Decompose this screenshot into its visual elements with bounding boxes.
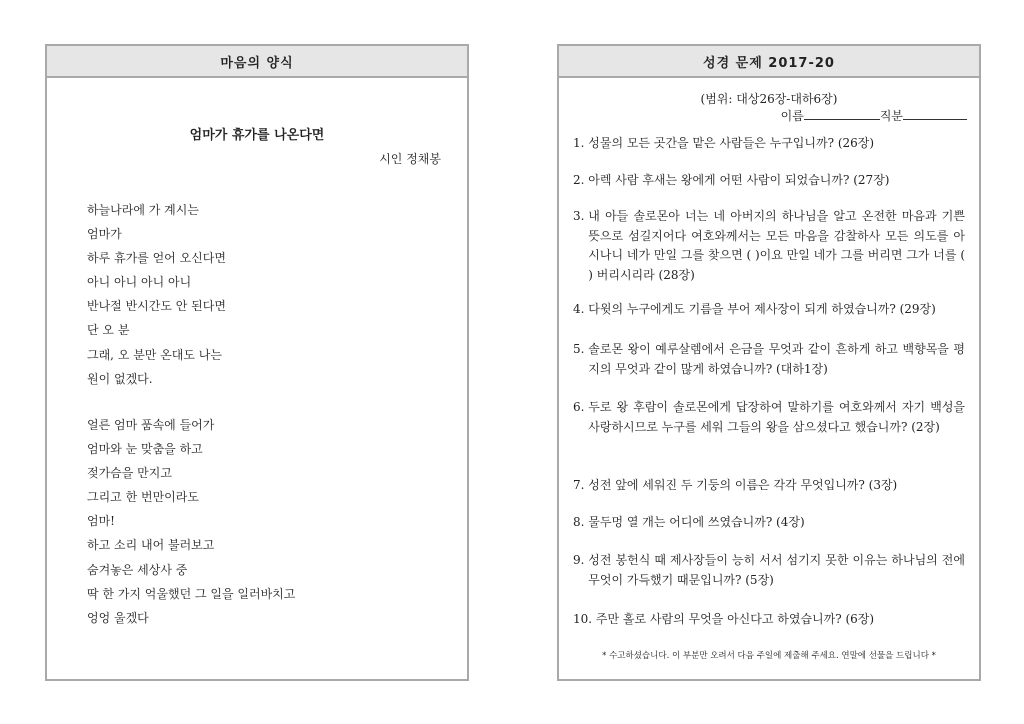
quiz-question-7 xyxy=(573,476,965,496)
question-number: 1. xyxy=(573,136,589,150)
quiz-question-4 xyxy=(573,300,965,320)
question-text: 성물의 모든 곳간을 맡은 사람들은 누구입니까? (26장) xyxy=(588,136,875,150)
question-number: 10. xyxy=(573,612,596,626)
name-label: 이름 xyxy=(780,109,804,123)
question-number: 4. xyxy=(573,302,589,316)
name-position-line xyxy=(781,107,967,124)
quiz-question-10 xyxy=(573,610,965,630)
poem-line: 하루 휴가를 얻어 오신다면 xyxy=(87,251,226,266)
question-number: 9. xyxy=(573,553,589,567)
quiz-question-2 xyxy=(573,171,965,191)
poem-line: 젖가슴을 만지고 xyxy=(87,466,172,481)
quiz-range: (범위: 대상26장-대하6장) xyxy=(700,92,838,106)
question-text: 솔로몬 왕이 예루살렘에서 은금을 무엇과 같이 흔하게 하고 백향목을 평지의 무엇과 같이 많게 하였습니까? (대하1장) xyxy=(588,342,965,376)
question-text: 내 아들 솔로몬아 너는 네 아버지의 하나님을 알고 온전한 마음과 기쁜 뜻으로 섬길지어다 여호와께서는 모든 마음을 감찰하사 모든 의도를 아시나니 네가 만일 그를 찾으면 ( )이요 만일 네가 그를 버리면 그가 너를 ( ) 버리시리라 (28장) xyxy=(588,209,965,282)
question-text: 다윗의 누구에게도 기름을 부어 제사장이 되게 하였습니까? (29장) xyxy=(588,302,936,316)
poem-line: 그리고 한 번만이라도 xyxy=(87,490,199,505)
poem-line: 엄마! xyxy=(87,514,116,529)
poem-line: 엉엉 울겠다 xyxy=(87,610,149,625)
poem-line: 단 오 분 xyxy=(87,323,130,338)
poem-line: 엄마가 xyxy=(87,227,122,242)
question-text: 아렉 사람 후새는 왕에게 어떤 사람이 되었습니까? (27장) xyxy=(588,173,890,187)
quiz-question-9 xyxy=(573,551,965,590)
quiz-question-6 xyxy=(573,398,965,437)
question-number: 8. xyxy=(573,515,589,529)
quiz-question-3 xyxy=(573,207,965,285)
poem-line: 하늘나라에 가 계시는 xyxy=(87,203,199,217)
quiz-question-1 xyxy=(573,134,965,154)
question-text: 물두멍 열 개는 어디에 쓰였습니까? (4장) xyxy=(588,515,805,529)
poem-line: 반나절 반시간도 안 된다면 xyxy=(87,299,226,314)
position-label: 직분 xyxy=(879,109,903,123)
position-blank[interactable] xyxy=(903,107,967,120)
question-text: 두로 왕 후람이 솔로몬에게 답장하여 말하기를 여호와께서 자기 백성을 사랑하시므로 누구를 세워 그들의 왕을 삼으셨다고 했습니까? (2장) xyxy=(588,400,965,434)
poem-line: 원이 없겠다. xyxy=(87,371,153,386)
question-text: 성전 봉헌식 때 제사장들이 능히 서서 섬기지 못한 이유는 하나님의 전에 무엇이 가득했기 때문입니까? (5장) xyxy=(588,553,965,587)
poem-line: 아니 아니 아니 아니 xyxy=(87,275,192,290)
poem-panel xyxy=(45,44,469,681)
question-text: 성전 앞에 세워진 두 기둥의 이름은 각각 무엇입니까? (3장) xyxy=(588,478,898,492)
poem-stanza-2 xyxy=(87,413,295,630)
question-number: 2. xyxy=(573,173,589,187)
poem-line: 딱 한 가지 억울했던 그 일을 일러바치고 xyxy=(87,586,296,601)
quiz-panel xyxy=(557,44,981,681)
quiz-question-8 xyxy=(573,513,965,533)
poem-line: 엄마와 눈 맞춤을 하고 xyxy=(87,442,203,457)
quiz-question-5 xyxy=(573,340,965,379)
poem-author: 시인 정채봉 xyxy=(379,152,441,166)
poem-stanza-1 xyxy=(87,198,226,391)
poem-line: 그래, 오 분만 온대도 나는 xyxy=(87,347,222,362)
question-text: 주만 홀로 사람의 무엇을 아신다고 하였습니까? (6장) xyxy=(595,612,875,626)
poem-line: 얼른 엄마 품속에 들어가 xyxy=(87,418,215,432)
question-number: 7. xyxy=(573,478,589,492)
quiz-panel-header: 성경 문제 2017-20 xyxy=(559,46,979,78)
name-blank[interactable] xyxy=(804,107,880,120)
poem-line: 하고 소리 내어 불러보고 xyxy=(87,538,215,553)
footer-note: * 수고하셨습니다. 이 부분만 오려서 다음 주일에 제출해 주세요. 연말에 선물을 드립니다 * xyxy=(602,651,936,661)
question-number: 3. xyxy=(573,209,589,223)
poem-title: 엄마가 휴가를 나온다면 xyxy=(189,128,325,143)
question-number: 5. xyxy=(573,342,589,356)
poem-panel-header: 마음의 양식 xyxy=(47,46,467,78)
poem-line: 숨겨놓은 세상사 중 xyxy=(87,562,188,577)
question-number: 6. xyxy=(573,400,589,414)
